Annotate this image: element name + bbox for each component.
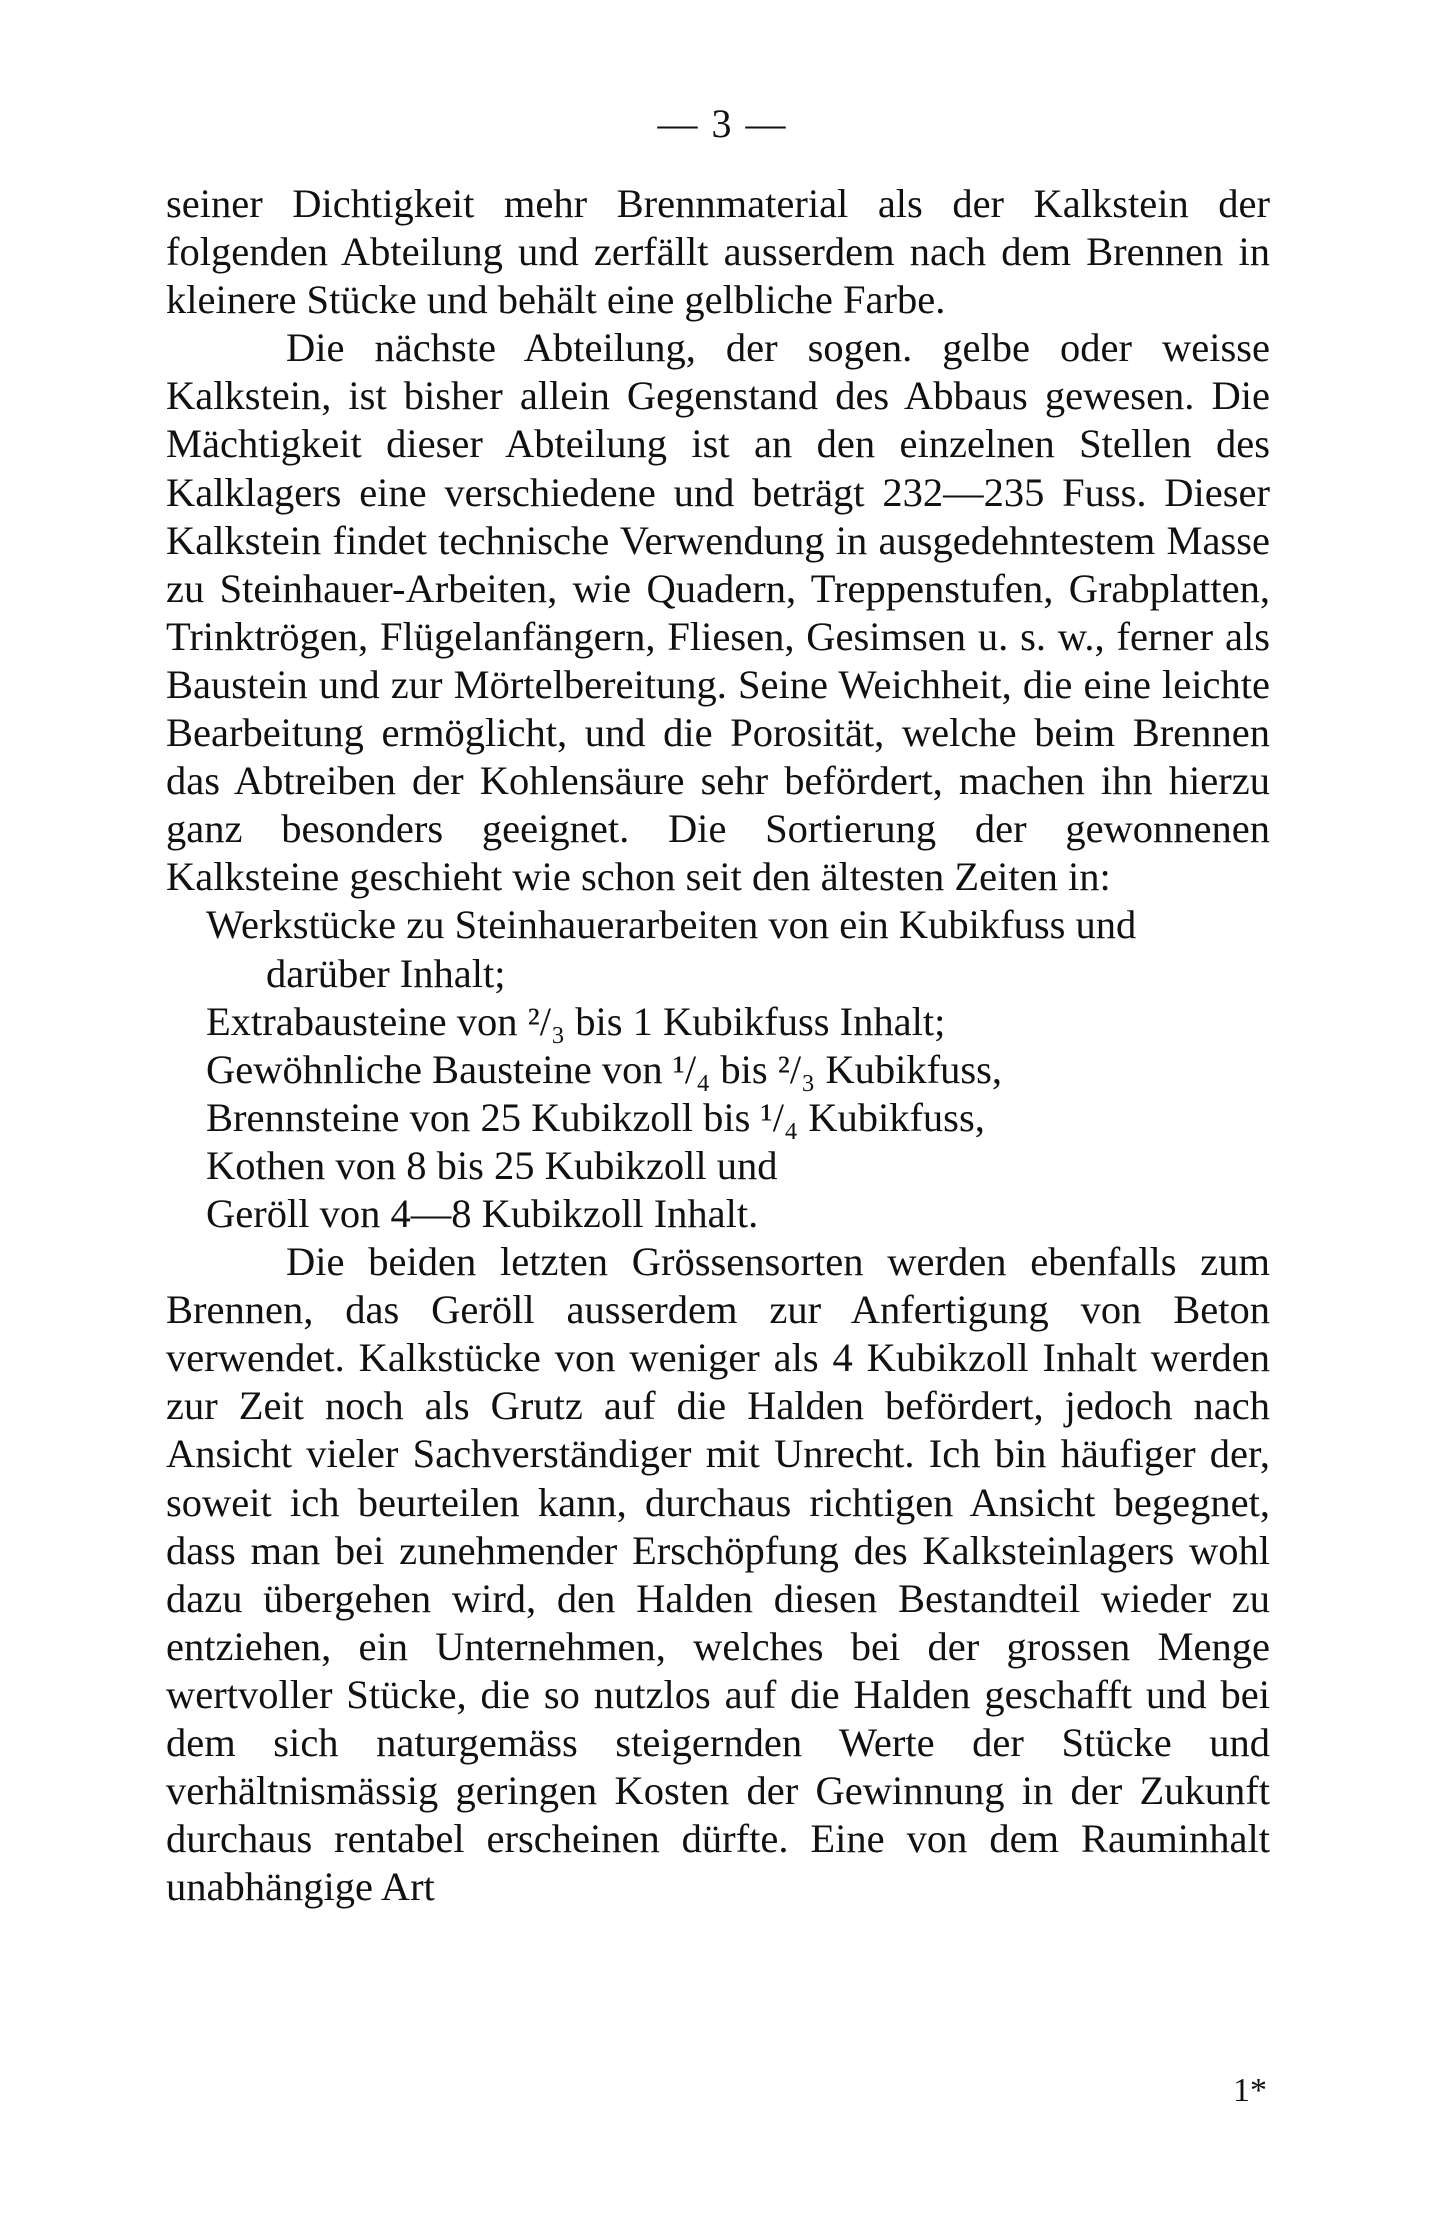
body-text [166, 180, 1270, 1911]
list-item: Geröll von 4—8 Kubikzoll Inhalt. [206, 1190, 759, 1236]
paragraph-3: Die beiden letzten Grössensorten werden ebenfalls zum Brennen, das Geröll ausserdem zur Anfertigung von Beton verwendet. Kalkstücke von weniger als 4 Kubikzoll Inhalt werden zur Zeit noch als Grutz auf die Halden befördert, jedoch nach Ansicht vieler Sachverständiger mit Unrecht. Ich bin häufiger der, soweit ich beurteilen kann, durchaus richtigen Ansicht begegnet, dass man bei zunehmender Erschöpfung des Kalksteinlagers wohl dazu übergehen wird, den Halden diesen Bestandteil wieder zu entziehen, ein Unternehmen, welches bei der grossen Menge wertvoller Stücke, die so nutzlos auf die Halden geschafft und bei dem sich naturgemäss steigernden Werte der Stücke und verhältnismässig geringen Kosten der Gewinnung in der Zukunft durchaus rentabel erscheinen dürfte. Eine von dem Rauminhalt unabhängige Art [166, 1239, 1270, 1910]
list-item: Extrabausteine von ²/₃ bis 1 Kubikfuss Inhalt; [206, 998, 946, 1044]
paragraph-1: seiner Dichtigkeit mehr Brennmaterial als der Kalkstein der folgenden Abteilung und zerfällt ausserdem nach dem Brennen in kleinere Stücke und behält eine gelbliche Farbe. [166, 181, 1270, 323]
signature-mark: 1* [1233, 2072, 1267, 2109]
list-item: darüber Inhalt; [266, 950, 506, 996]
list-item: Kothen von 8 bis 25 Kubikzoll und [206, 1142, 778, 1188]
page-number: — 3 — [657, 101, 788, 146]
list-item: Brennsteine von 25 Kubikzoll bis ¹/₄ Kubikfuss, [206, 1094, 985, 1140]
paragraph-2: Die nächste Abteilung, der sogen. gelbe oder weisse Kalkstein, ist bisher allein Gegenstand des Abbaus gewesen. Die Mächtigkeit dieser Abteilung ist an den einzelnen Stellen des Kalklagers eine verschiedene und beträgt 232—235 Fuss. Dieser Kalkstein findet technische Verwendung in ausgedehntestem Masse zu Steinhauer-Arbeiten, wie Quadern, Treppenstufen, Grabplatten, Trinktrögen, Flügelanfängern, Fliesen, Gesimsen u. s. w., ferner als Baustein und zur Mörtelbereitung. Seine Weichheit, die eine leichte Bearbeitung ermöglicht, und die Porosität, welche beim Brennen das Abtreiben der Kohlensäure sehr befördert, machen ihn hierzu ganz besonders geeignet. Die Sortierung der gewonnenen Kalksteine geschieht wie schon seit den ältesten Zeiten in: [166, 325, 1270, 900]
list-item: Gewöhnliche Bausteine von ¹/₄ bis ²/₃ Kubikfuss, [206, 1046, 1003, 1092]
size-category-list [166, 901, 1270, 1238]
list-item: Werkstücke zu Steinhauerarbeiten von ein Kubikfuss und [206, 902, 1137, 948]
